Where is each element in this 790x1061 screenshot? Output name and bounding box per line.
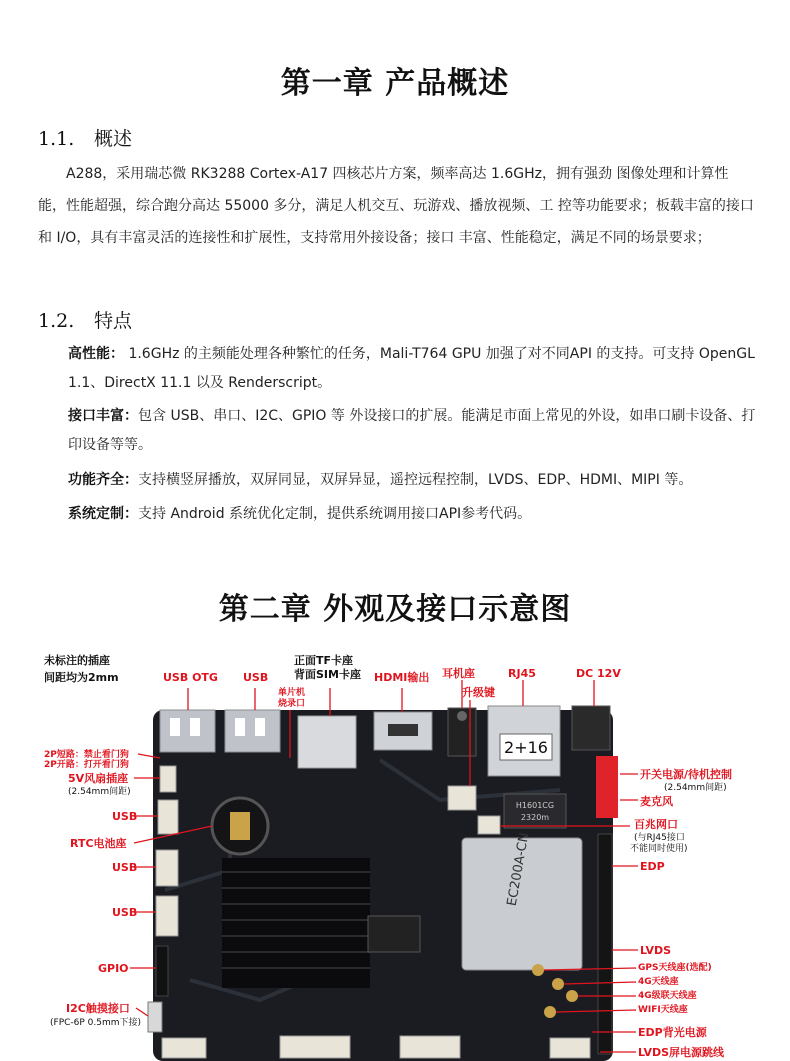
gpio-header: [156, 946, 168, 996]
feature-interfaces: [68, 402, 758, 460]
bottom-header-4: [550, 1038, 590, 1058]
label-earphone: 耳机座: [442, 667, 475, 680]
power-header: [596, 756, 618, 818]
feature-label: 接口丰富：: [68, 408, 138, 424]
label-watchdog-open: 2P开路：打开看门狗: [44, 760, 129, 770]
usb-header-1: [158, 800, 178, 834]
sticker-text: 2+16: [504, 738, 548, 757]
i2c-connector: [148, 1002, 162, 1032]
module-text: EC200A-CN: [504, 831, 533, 908]
usb-header-3: [156, 896, 178, 936]
feature-customization: [68, 500, 758, 529]
label-usb-2: USB: [112, 861, 138, 874]
pitch-note-line1: 未标注的插座: [44, 654, 110, 667]
pitch-note-line2: 间距均为2mm: [44, 671, 119, 684]
feature-performance: [68, 340, 758, 398]
label-power: 开关电源/待机控制: [640, 768, 733, 781]
label-fan: 5V风扇插座: [68, 772, 129, 785]
label-mcu-line2: 烧录口: [278, 699, 306, 709]
label-rj45: RJ45: [508, 667, 536, 680]
edp-lvds-header: [598, 834, 612, 1054]
label-4g-antenna: 4G天线座: [638, 977, 679, 987]
label-tf-front: 正面TF卡座: [294, 654, 354, 667]
gps-antenna-connector: [532, 964, 544, 976]
eth-chip: [504, 794, 566, 828]
label-power-pitch: (2.54mm间距): [664, 783, 727, 793]
label-i2c-spec: (FPC-6P 0.5mm下接): [50, 1018, 142, 1028]
label-ethernet: 百兆网口: [634, 818, 678, 831]
label-gpio: GPIO: [98, 962, 129, 975]
feature-label: 高性能：: [68, 346, 124, 362]
chapter-1-title: 第一章 产品概述: [280, 66, 510, 101]
svg-text:H1601CG: H1601CG: [515, 801, 555, 810]
label-upgrade: 升级键: [462, 686, 495, 699]
label-mcu-line1: 单片机: [278, 688, 306, 698]
label-wifi: WIFI天线座: [638, 1005, 688, 1015]
overview-paragraph: A288，采用瑞芯微 RK3288 Cortex-A17 四核芯片方案，频率高达 1.6GHz，拥有强劲 图像处理和计算性能，性能超强，综合跑分高达 55000 多分，满足人机交互、玩游戏、播放视频、工 控等功能要求；板载丰富的接口和 I/O，具有丰富灵活的连接性和扩展性，支持常用外接设备；接口 丰富、性能稳定，满足不同的场景要求；: [38, 166, 754, 246]
feature-text: 包含 USB、串口、I2C、GPIO 等 外设接口的扩展。能满足市面上常见的外设，如串口刷卡设备、打印设备等等。: [68, 408, 756, 453]
label-ethernet-note-1: (与RJ45接口: [634, 833, 685, 843]
bottom-header-2: [280, 1036, 350, 1058]
section-title: 特点: [94, 310, 133, 332]
label-usb-otg: USB OTG: [163, 671, 218, 684]
feature-text: 1.6GHz 的主频能处理各种繁忙的任务，Mali-T764 GPU 加强了对不同API 的支持。可支持 OpenGL 1.1、DirectX 11.1 以及 Renderscript。: [68, 346, 755, 391]
label-mic: 麦克风: [640, 795, 673, 808]
label-usb-top: USB: [243, 671, 269, 684]
section-title: 概述: [94, 128, 133, 150]
label-4g-cascade: 4G级联天线座: [638, 991, 697, 1001]
section-1-1-heading: [38, 124, 132, 151]
tf-card-slot: [298, 716, 356, 768]
label-gps: GPS天线座(选配): [638, 963, 712, 973]
chapter-2-title: 第二章 外观及接口示意图: [218, 592, 572, 627]
bottom-header-3: [400, 1036, 460, 1058]
4g-antenna-connector: [552, 978, 564, 990]
usb-otg-port: [160, 710, 215, 752]
section-number: 1.2.: [38, 310, 75, 332]
label-usb-1: USB: [112, 810, 138, 823]
feature-functions: [68, 466, 758, 495]
bottom-header-1: [162, 1038, 206, 1058]
wifi-antenna-connector: [544, 1006, 556, 1018]
memory-chip: [368, 916, 420, 952]
dc-jack: [572, 706, 610, 750]
label-lvds-power: LVDS屏电源跳线: [638, 1046, 725, 1059]
4g-cascade-antenna-connector: [566, 990, 578, 1002]
label-edp: EDP: [640, 860, 665, 873]
label-sim-back: 背面SIM卡座: [294, 668, 361, 681]
fan-connector: [160, 766, 176, 792]
section-1-2-heading: [38, 306, 132, 333]
label-edp-backlight: EDP背光电源: [638, 1026, 707, 1039]
section-number: 1.1.: [38, 128, 75, 150]
board-interface-diagram: [0, 640, 790, 1061]
feature-text: 支持横竖屏播放，双屏同显，双屏异显，遥控远程控制，LVDS、EDP、HDMI、MIPI 等。: [138, 472, 693, 488]
svg-text:2320m: 2320m: [520, 813, 550, 822]
label-usb-3: USB: [112, 906, 138, 919]
label-ethernet-note-2: 不能同时使用): [630, 844, 688, 854]
label-fan-pitch: (2.54mm间距): [68, 787, 131, 797]
label-watchdog-short: 2P短路：禁止看门狗: [44, 750, 129, 760]
usb-port-top: [225, 710, 280, 752]
label-rtc: RTC电池座: [70, 837, 127, 850]
ethernet-header: [478, 816, 500, 834]
label-i2c: I2C触摸接口: [66, 1002, 130, 1015]
feature-label: 系统定制：: [68, 506, 138, 522]
label-dc: DC 12V: [576, 667, 621, 680]
feature-label: 功能齐全：: [68, 472, 138, 488]
feature-text: 支持 Android 系统优化定制，提供系统调用接口API参考代码。: [138, 506, 532, 522]
label-hdmi: HDMI输出: [374, 671, 430, 684]
usb-header-2: [156, 850, 178, 886]
label-lvds: LVDS: [640, 944, 672, 957]
mic-connector: [448, 786, 476, 810]
